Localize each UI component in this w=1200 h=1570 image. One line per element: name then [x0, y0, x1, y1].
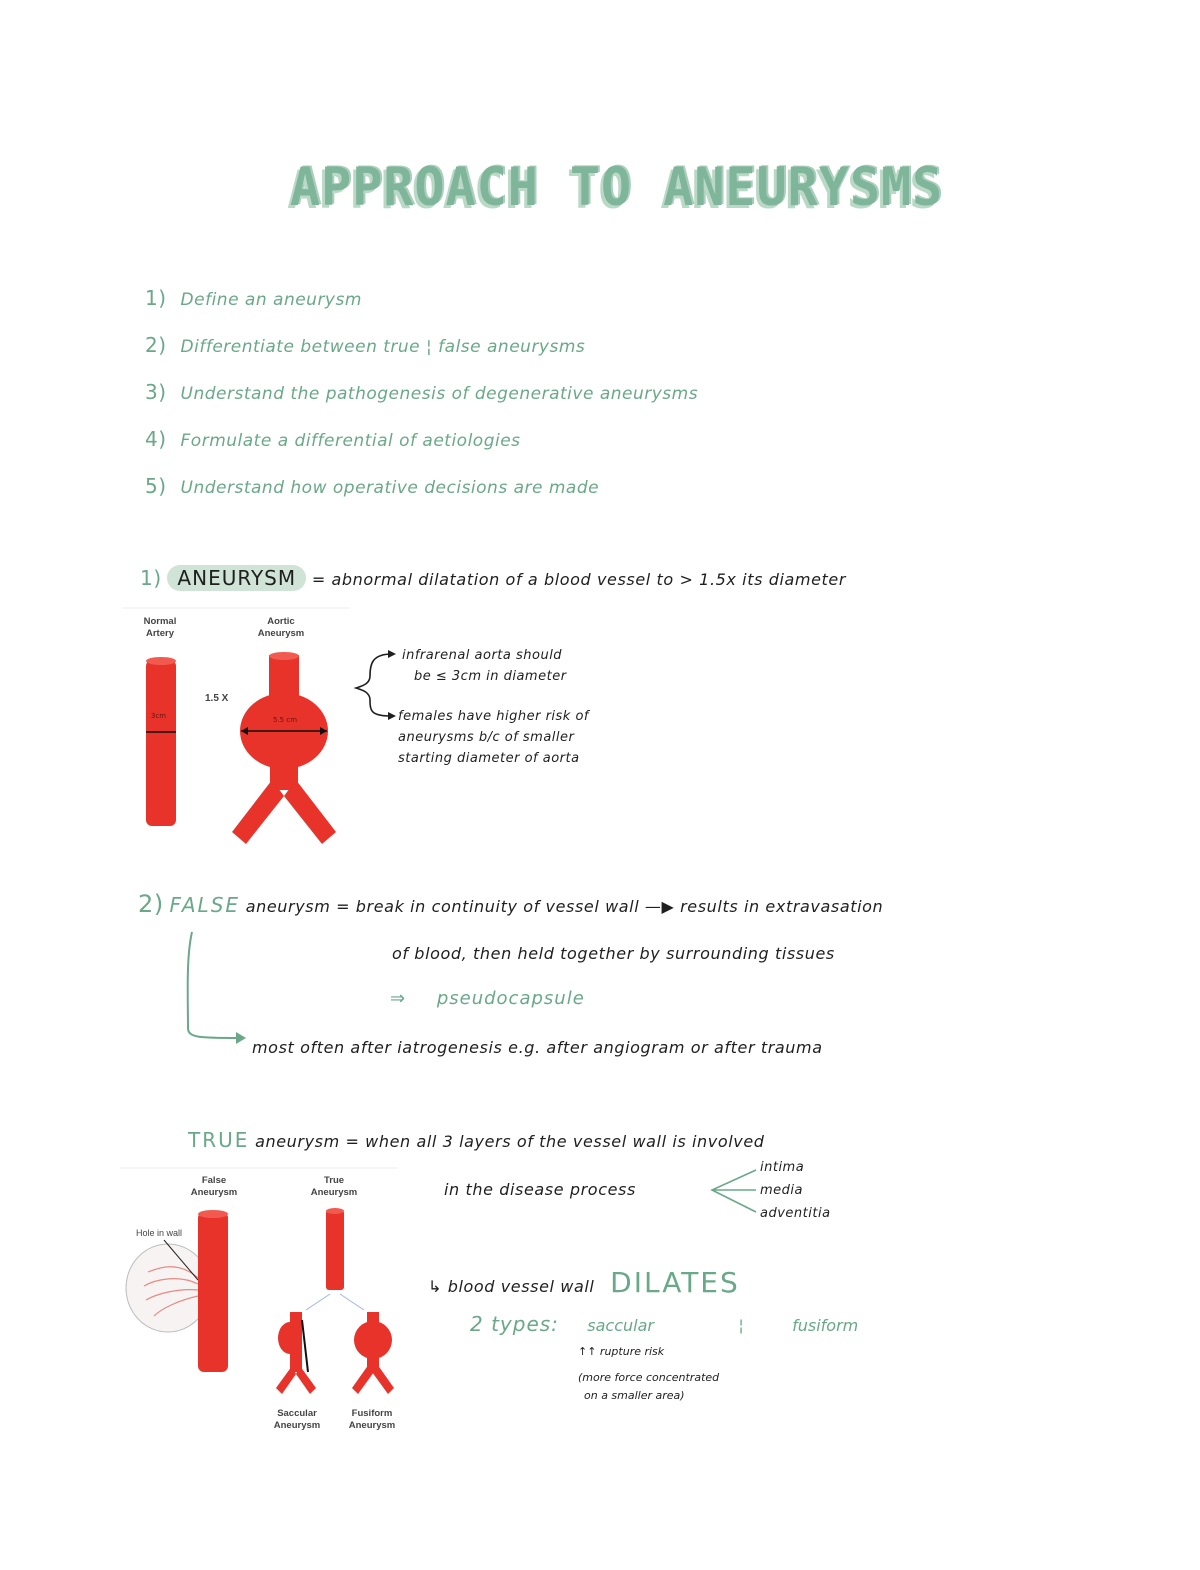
section-number: 1)	[140, 566, 162, 590]
type-saccular: saccular	[587, 1316, 654, 1335]
note-line: be ≤ 3cm in diameter	[414, 669, 567, 684]
true-term: TRUE	[188, 1128, 250, 1152]
normal-artery-shape	[146, 660, 176, 826]
aneurysm-definition-line	[140, 566, 846, 590]
iatrogenesis-note: most often after iatrogenesis e.g. after angiogram or after trauma	[252, 1038, 823, 1057]
aortic-diameter-label: 5.5 cm	[273, 716, 298, 724]
normal-diameter-label: 3cm	[151, 712, 167, 720]
dilates-line	[428, 1266, 740, 1299]
note-line: females have higher risk of	[398, 709, 589, 724]
objective-number: 2)	[145, 333, 167, 357]
pseudocapsule-line	[390, 988, 585, 1009]
saccular-aneurysm-shape	[278, 1322, 302, 1354]
note-line: aneurysms b/c of smaller	[398, 730, 575, 745]
objective-number: 5)	[145, 474, 167, 498]
objective-text: Understand how operative decisions are made	[180, 478, 600, 498]
and-symbol: ¦	[738, 1316, 744, 1335]
dilates-prefix: ↳ blood vessel wall	[428, 1277, 595, 1296]
hole-in-wall-label: Hole in wall	[136, 1228, 183, 1238]
pseudocapsule: pseudocapsule	[436, 988, 585, 1009]
iatrogenesis-arrow	[180, 928, 260, 1046]
false-aneurysm-label: False Aneurysm	[190, 1175, 238, 1198]
fusiform-aneurysm-shape	[354, 1321, 392, 1359]
aneurysm-term: ANEURYSM	[167, 565, 306, 591]
layer-intima: intima	[760, 1160, 805, 1175]
objective-number: 1)	[145, 286, 167, 310]
layer-adventitia: adventitia	[760, 1206, 831, 1221]
note-line: starting diameter of aorta	[398, 751, 580, 766]
disease-process: in the disease process	[444, 1180, 636, 1199]
aortic-aneurysm-label: Aortic Aneurysm	[257, 616, 305, 639]
objective-text: Differentiate between true ¦ false aneurysms	[180, 337, 586, 357]
implies-arrow: ⇒	[390, 988, 406, 1009]
normal-artery-label: Normal Artery	[143, 616, 177, 639]
saccular-aneurysm-label: Saccular Aneurysm	[273, 1408, 321, 1431]
saccular-note-line: on a smaller area)	[584, 1389, 685, 1402]
objective-number: 4)	[145, 427, 167, 451]
objective-text: Formulate a differential of aetiologies	[180, 431, 521, 451]
fusiform-aneurysm-label: Fusiform Aneurysm	[348, 1408, 396, 1431]
objective-2	[145, 333, 585, 357]
false-aneurysm-line	[138, 890, 883, 918]
objective-text: Define an aneurysm	[180, 290, 362, 310]
layers-branch	[706, 1166, 758, 1216]
aneurysm-comparison-figure	[120, 600, 360, 850]
dilates-word: DILATES	[610, 1266, 740, 1299]
pseudocapsule-shape	[126, 1244, 210, 1332]
saccular-note-line: (more force concentrated	[578, 1371, 720, 1384]
true-aneurysm-vessel	[326, 1210, 344, 1290]
objective-1	[145, 286, 362, 310]
false-true-aneurysm-figure	[118, 1160, 418, 1400]
note-line: infrarenal aorta should	[402, 648, 563, 663]
ratio-label: 1.5 X	[205, 693, 229, 704]
page-title: APPROACH TO ANEURYSMS	[290, 156, 944, 218]
false-term: FALSE	[169, 893, 241, 917]
types-line	[470, 1312, 858, 1336]
saccular-notes	[578, 1343, 719, 1405]
true-definition: aneurysm = when all 3 layers of the vessel wall is involved	[255, 1132, 765, 1151]
true-aneurysm-label: True Aneurysm	[310, 1175, 358, 1198]
objective-5	[145, 474, 599, 498]
infrarenal-note	[402, 645, 567, 687]
false-definition: aneurysm = break in continuity of vessel wall —▶ results in extravasation	[245, 897, 884, 916]
section-number: 2)	[138, 890, 164, 918]
notes-brace	[352, 644, 402, 724]
layer-media: media	[760, 1183, 803, 1198]
objective-3	[145, 380, 698, 404]
objective-number: 3)	[145, 380, 167, 404]
false-definition-continued: of blood, then held together by surrounding tissues	[392, 944, 835, 963]
types-label: 2 types:	[470, 1312, 559, 1336]
aneurysm-definition: = abnormal dilatation of a blood vessel to > 1.5x its diameter	[311, 570, 847, 589]
wall-layers	[760, 1156, 831, 1225]
true-aneurysm-line	[188, 1128, 765, 1152]
females-note	[398, 706, 589, 769]
false-aneurysm-vessel	[198, 1212, 228, 1372]
objective-text: Understand the pathogenesis of degenerative aneurysms	[180, 384, 699, 404]
type-fusiform: fusiform	[792, 1316, 859, 1335]
saccular-rupture-risk: ↑↑ rupture risk	[578, 1345, 665, 1358]
objective-4	[145, 427, 521, 451]
